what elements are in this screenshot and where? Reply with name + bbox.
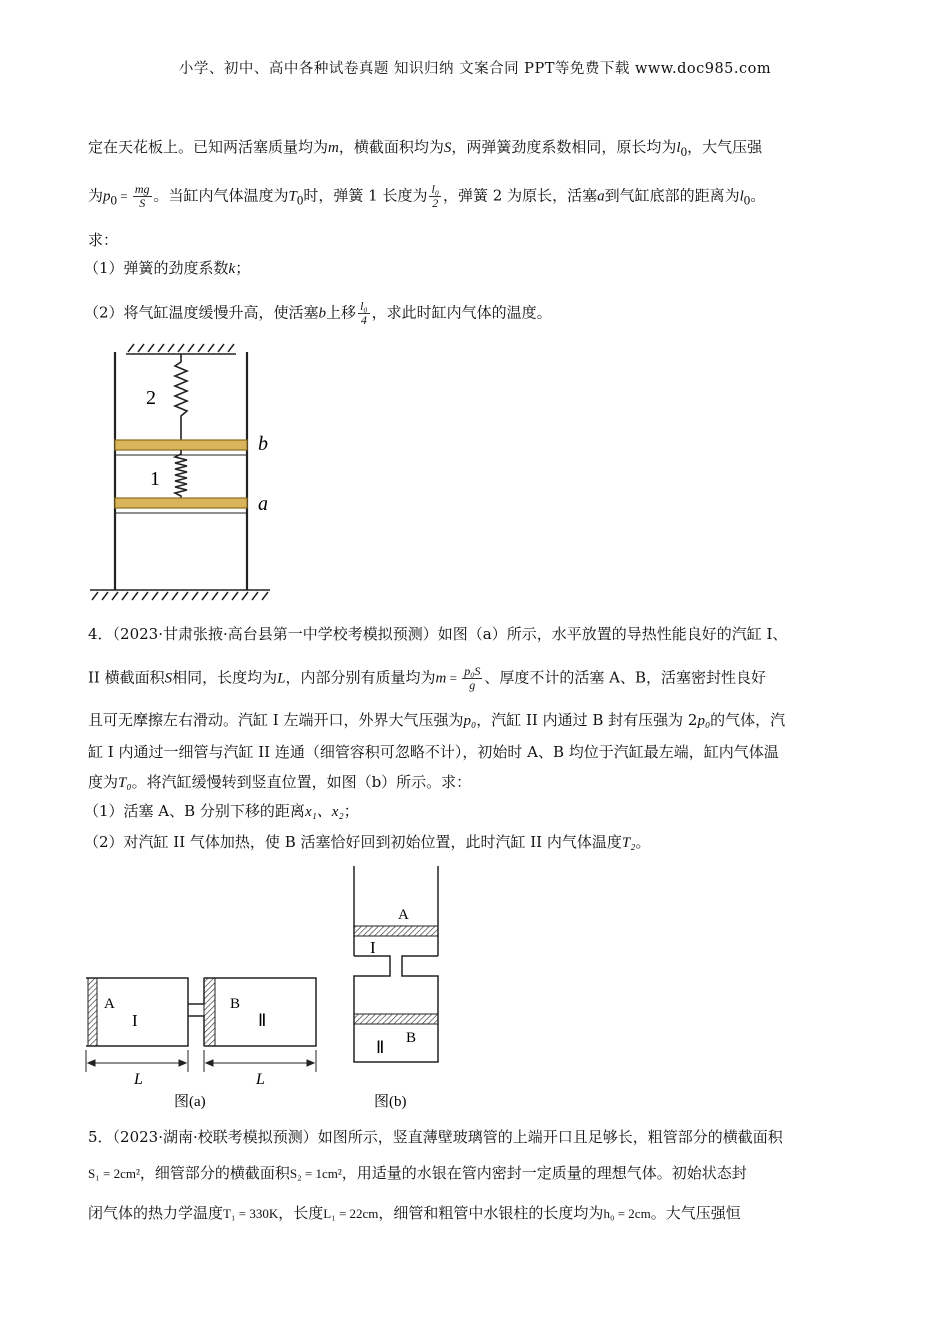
q3-line-3: 求： <box>88 231 119 249</box>
figure-a-horizontal-cylinders <box>84 966 334 1116</box>
ceiling <box>126 344 236 354</box>
piston-A-vertical <box>354 926 438 936</box>
q5-line-3: 闭气体的热力学温度T₁ = 330K，长度L₁ = 22cm，细管和粗管中水银柱的长度均为h₀ = 2cm。大气压强恒 <box>88 1204 741 1222</box>
q3-line-2: 为$p_0$ = $\frac{mg}{S}$ 。当缸内气体温度为$T_0$时，弹簧 1 长度为 $\frac{\text{l₀}}{2}$ ，弹簧 2 为原长，活塞a到气缸底部的距离为$l_0$。 <box>88 182 766 210</box>
fig-a-caption: 图(a) <box>174 1094 206 1110</box>
q5-line-2: S₁ = 2cm²，细管部分的横截面积S₂ = 1cm²，用适量的水银在管内密封一定质量的理想气体。初始状态封 <box>88 1164 747 1182</box>
fraction-mg-over-s: $\frac{mg}{S}$ <box>134 182 150 210</box>
piston-a <box>115 498 247 508</box>
figure-b-vertical-cylinders <box>346 862 456 1116</box>
q3-line-1: 定在天花板上。已知两活塞质量均为m，横截面积均为S，两弹簧劲度系数相同，原长均为$l_0$，大气压强 <box>88 138 763 159</box>
q4-line-5: 度为T₀。将汽缸缓慢转到竖直位置，如图（b）所示。求： <box>88 773 472 791</box>
fig-b-label-B: B <box>406 1030 417 1046</box>
fraction-l0-over-4: $\frac{\text{l₀}}{4}$ <box>360 299 368 327</box>
fig-a-label-A: A <box>104 996 115 1012</box>
fig-b-label-II: Ⅱ <box>376 1038 385 1057</box>
label-spring-1: 1 <box>150 468 160 490</box>
spring-1 <box>175 450 187 498</box>
fig-a-label-L1: L <box>134 1071 143 1088</box>
label-piston-a: a <box>258 493 268 515</box>
fraction-l0-over-2: $\frac{\text{l₀}}{2}$ <box>431 182 439 210</box>
q3-sub-1: （1）弹簧的劲度系数k； <box>84 259 251 277</box>
q4-line-2: II 横截面积S相同，长度均为L，内部分别有质量均为m = $\frac{\text{p₀S}}{g}$ 、厚度不计的活塞 A、B，活塞密封性良好 <box>88 664 766 692</box>
floor <box>90 590 270 600</box>
fig-b-label-A: A <box>398 907 409 923</box>
page-header: 小学、初中、高中各种试卷真题 知识归纳 文案合同 PPT等免费下载 www.doc985.com <box>178 61 772 77</box>
fig-a-label-II: Ⅱ <box>258 1011 267 1030</box>
fig-b-caption: 图(b) <box>374 1094 407 1110</box>
fig-b-label-I: I <box>370 938 376 957</box>
piston-B-vertical <box>354 1014 438 1024</box>
fig-a-label-B: B <box>230 996 241 1012</box>
q4-line-4: 缸 I 内通过一细管与汽缸 II 连通（细管容积可忽略不计），初始时 A、B 均位于汽缸最左端，缸内气体温 <box>88 743 779 761</box>
q3-sub-2: （2）将气缸温度缓慢升高，使活塞b上移 $\frac{\text{l₀}}{4}$ ，求此时缸内气体的温度。 <box>84 299 552 327</box>
piston-B <box>204 978 215 1046</box>
q4-line-1: 4．（2023·甘肃张掖·高台县第一中学校考模拟预测）如图（a）所示，水平放置的导热性能良好的汽缸 I、 <box>88 625 788 643</box>
fig-a-label-L2: L <box>256 1071 265 1088</box>
q5-line-1: 5．（2023·湖南·校联考模拟预测）如图所示，竖直薄壁玻璃管的上端开口且足够长，粗管部分的横截面积 <box>88 1128 783 1146</box>
piston-b <box>115 440 247 450</box>
label-spring-2: 2 <box>146 387 156 409</box>
label-piston-b: b <box>258 433 268 455</box>
fig-a-label-I: I <box>132 1011 138 1030</box>
fraction-p0s-over-g: $\frac{\text{p₀S}}{g}$ <box>464 664 481 692</box>
piston-A <box>88 978 97 1046</box>
q4-sub-2: （2）对汽缸 II 气体加热，使 B 活塞恰好回到初始位置，此时汽缸 II 内气体温度T₂。 <box>84 833 651 851</box>
spring-2 <box>175 354 187 440</box>
q4-sub-1: （1）活塞 A、B 分别下移的距离x₁、x₂； <box>84 802 359 820</box>
q3-cylinder-figure <box>80 338 300 610</box>
q4-line-3: 且可无摩擦左右滑动。汽缸 I 左端开口，外界大气压强为p₀，汽缸 II 内通过 B 封有压强为 2p₀的气体，汽 <box>88 711 786 729</box>
dimension-lines <box>86 1050 316 1072</box>
